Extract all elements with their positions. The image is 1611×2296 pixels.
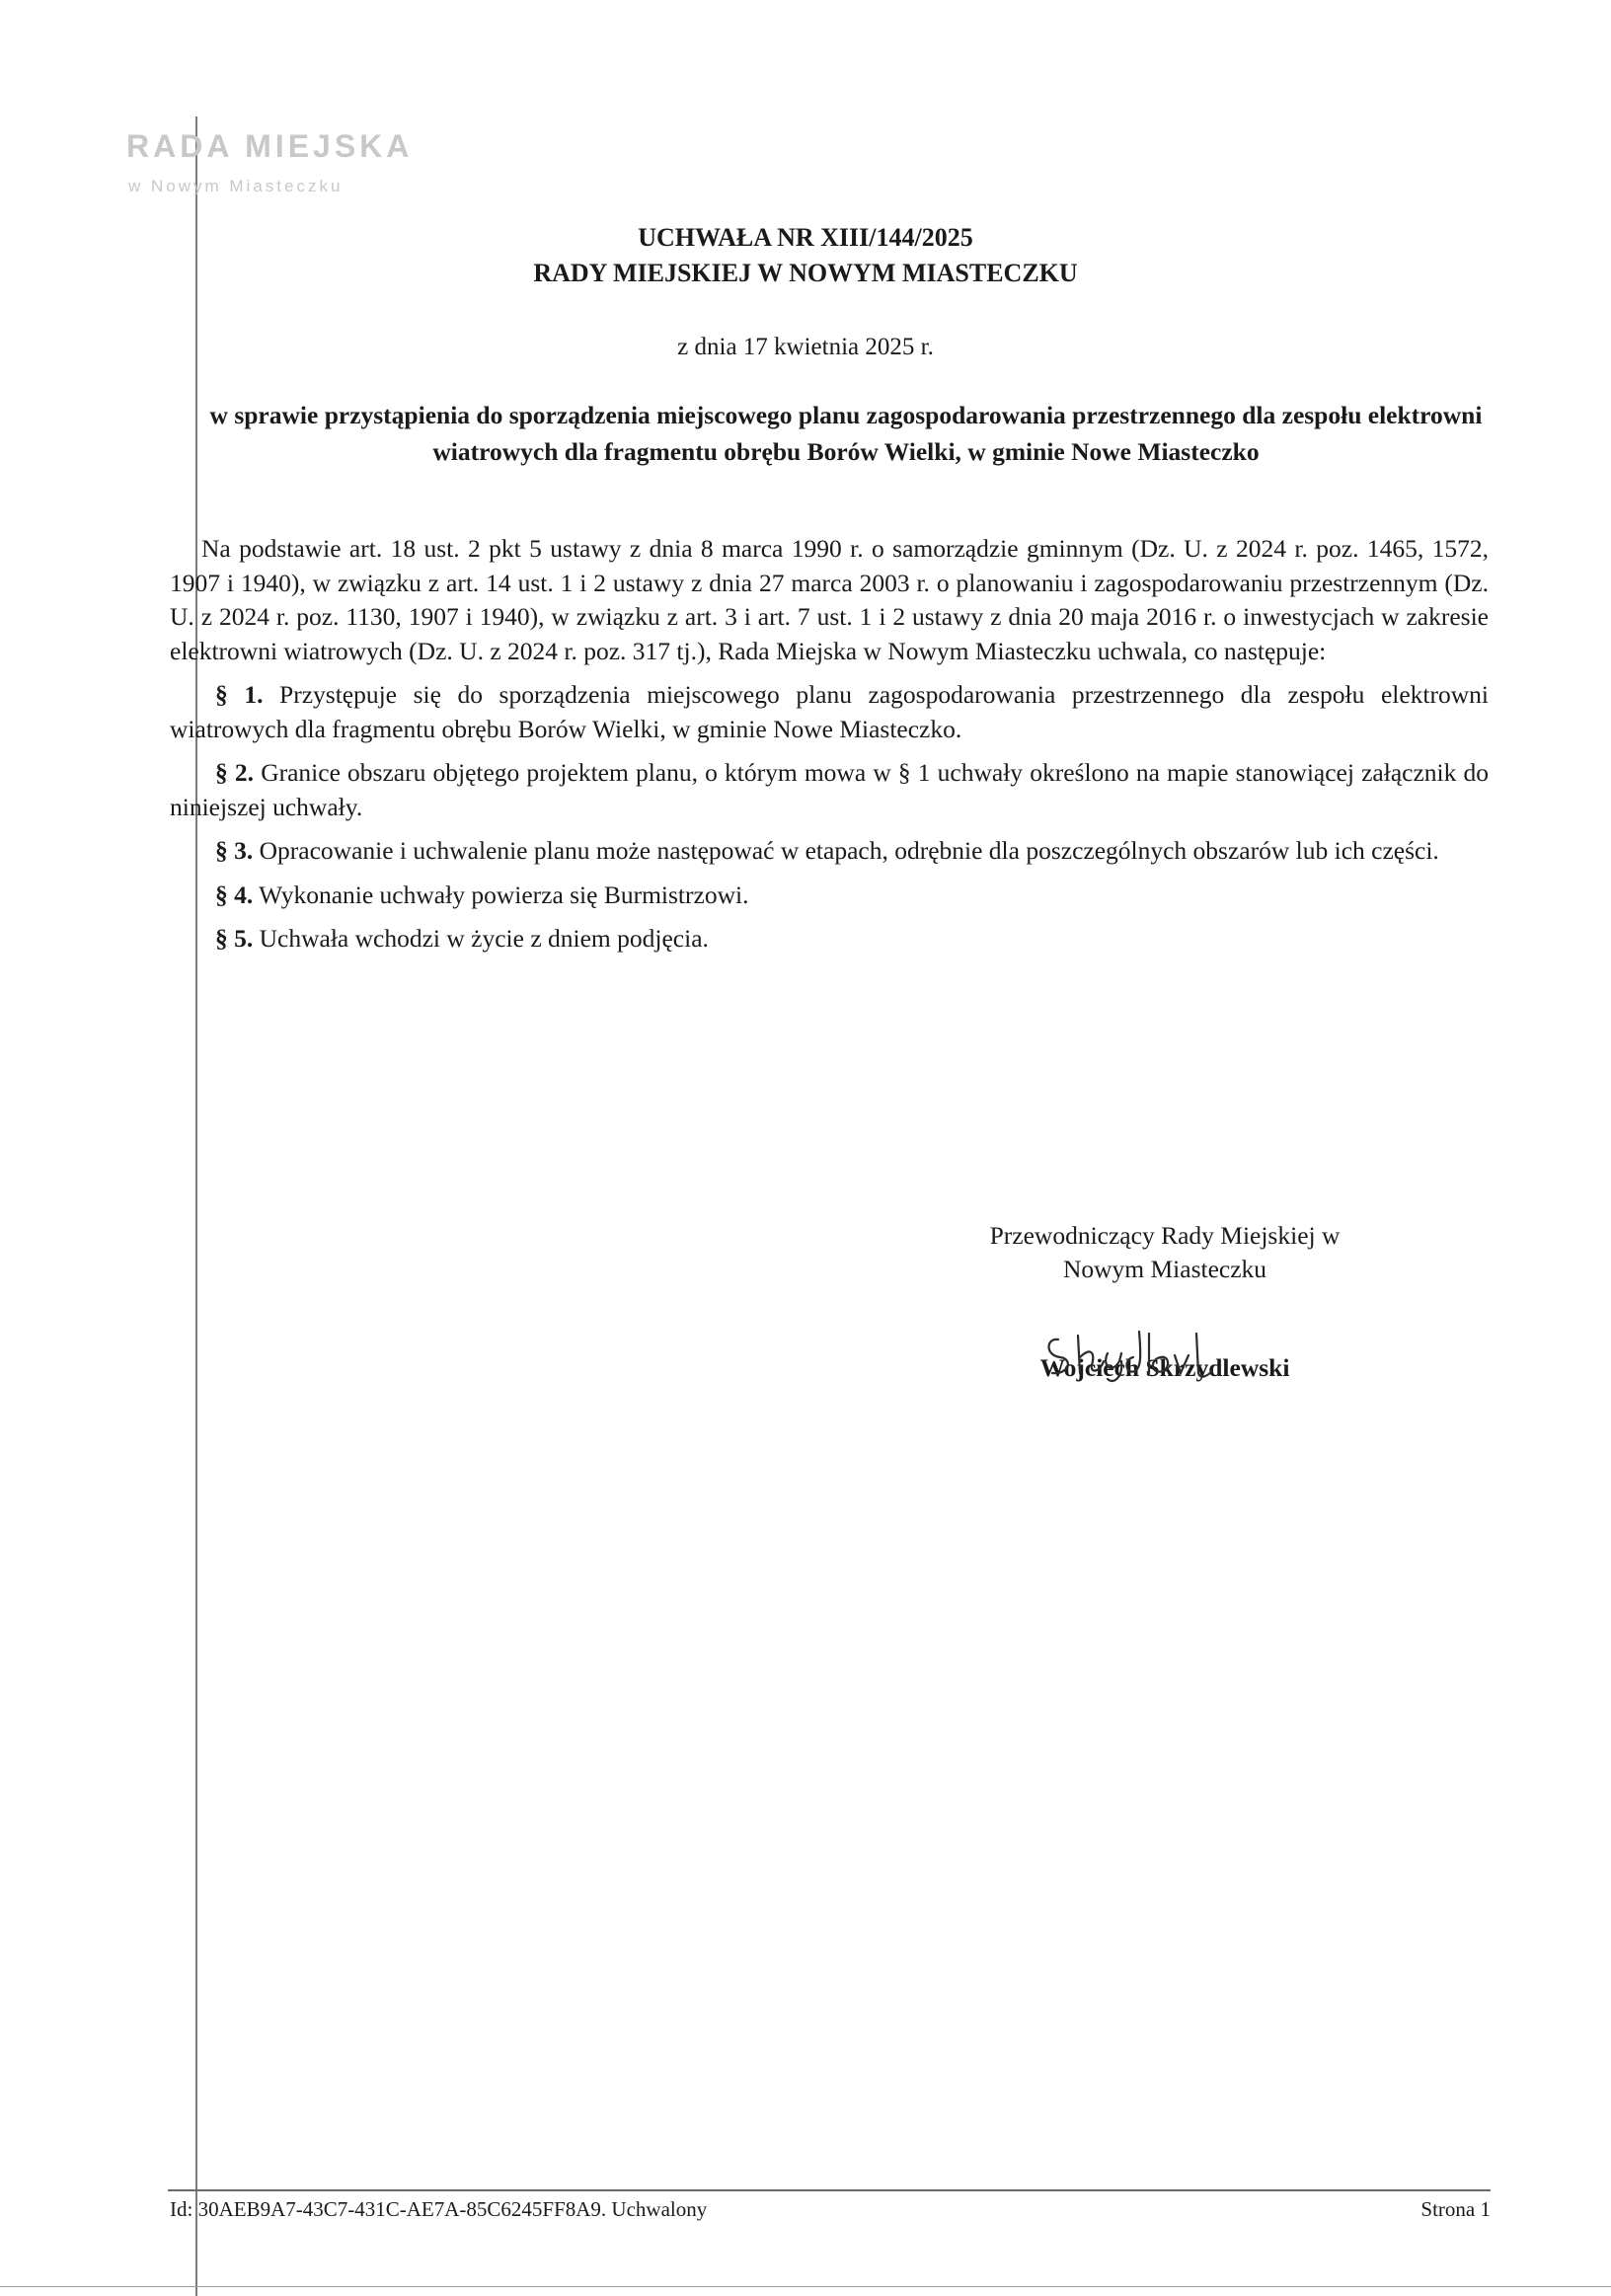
section-number: § 4. — [215, 880, 254, 909]
resolution-issuer: RADY MIEJSKIEJ W NOWYM MIASTECZKU — [533, 259, 1078, 287]
resolution-body — [170, 532, 1489, 966]
legal-basis-paragraph: Na podstawie art. 18 ust. 2 pkt 5 ustawy z dnia 8 marca 1990 r. o samorządzie gminnym (Dz. U. z 2024 r. poz. 1465, 1572, 1907 i 1940), w związku z art. 14 ust. 1 i 2 ustawy z dnia 27 marca 2003 r. o planowaniu i zagospodarowaniu przestrzennym (Dz. U. z 2024 r. poz. 1130, 1907 i 1940), w związku z art. 3 i art. 7 ust. 1 i 2 ustawy z dnia 20 maja 2016 r. o inwestycjach w zakresie elektrowni wiatrowych (Dz. U. z 2024 r. poz. 317 tj.), Rada Miejska w Nowym Miasteczku uchwala, co następuje: — [170, 534, 1489, 665]
handwritten-signature — [1038, 1318, 1256, 1387]
section-text: Przystępuje się do sporządzenia miejscowego planu zagospodarowania przestrzennego dla zespołu elektrowni wiatrowych dla fragmentu obrębu Borów Wielki, w gminie Nowe Miasteczko. — [170, 680, 1490, 743]
section-3 — [170, 834, 1489, 869]
signature-block — [987, 1219, 1342, 1385]
council-stamp — [126, 128, 413, 196]
section-text: Uchwała wchodzi w życie z dniem podjęcia. — [259, 924, 709, 953]
signatory-name: Wojciech Skrzydlewski — [1039, 1353, 1290, 1382]
page-number: Strona 1 — [1420, 2197, 1491, 2221]
section-4 — [170, 879, 1489, 913]
section-text: Wykonanie uchwały powierza się Burmistrzowi. — [259, 880, 749, 909]
resolution-title: UCHWAŁA NR XIII/144/2025 — [638, 223, 973, 252]
resolution-date: z dnia 17 kwietnia 2025 r. — [677, 334, 934, 360]
document-id: Id: 30AEB9A7-43C7-431C-AE7A-85C6245FF8A9. Uchwalony — [170, 2197, 708, 2221]
section-5 — [170, 922, 1489, 957]
stamp-line-1: RADA MIEJSKA — [126, 128, 414, 164]
section-number: § 3. — [215, 836, 254, 865]
section-text: Granice obszaru objętego projektem planu, o którym mowa w § 1 uchwały określono na mapie stanowiącej załącznik do niniejszej uchwały. — [170, 758, 1490, 821]
page-bottom-divider — [0, 2286, 1611, 2287]
section-number: § 2. — [215, 758, 255, 787]
resolution-subject: w sprawie przystąpienia do sporządzenia miejscowego planu zagospodarowania przestrzennego dla zespołu elektrowni wiatrowych dla fragmentu obrębu Borów Wielki, w gminie Nowe Miasteczko — [209, 401, 1483, 466]
section-number: § 5. — [215, 924, 254, 953]
section-1 — [170, 678, 1489, 746]
footer-divider — [168, 2189, 1491, 2191]
section-number: § 1. — [215, 680, 264, 709]
section-text: Opracowanie i uchwalenie planu może następować w etapach, odrębnie dla poszczególnych obszarów lub ich części. — [259, 836, 1439, 865]
stamp-line-2: w Nowym Miasteczku — [128, 177, 344, 195]
section-2 — [170, 756, 1489, 824]
scan-edge-line — [195, 116, 197, 2296]
signatory-role: Przewodniczący Rady Miejskiej w Nowym Miasteczku — [989, 1221, 1341, 1283]
